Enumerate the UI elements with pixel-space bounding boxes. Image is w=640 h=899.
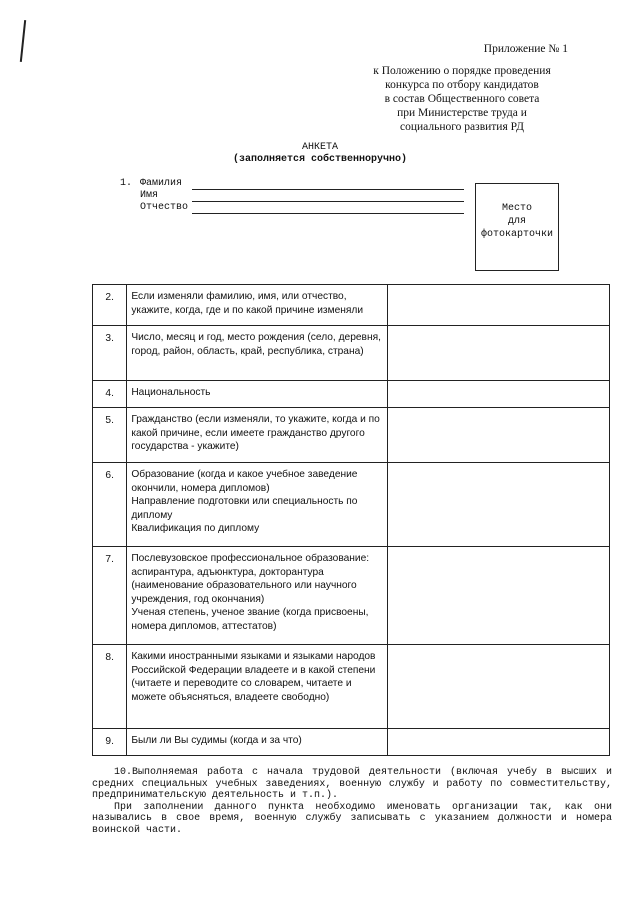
patronymic-field[interactable] (192, 204, 464, 214)
appendix-number: Приложение № 1 (483, 43, 568, 55)
fio-number: 1. (120, 178, 133, 189)
question-text: Образование (когда и какое учебное заведение окончили, номера дипломов) (131, 469, 358, 494)
question-number: 7. (93, 547, 127, 645)
surname-field[interactable] (192, 180, 464, 190)
form-title (0, 142, 640, 166)
table-row (93, 285, 610, 326)
question-text: Направление подготовки или специальность по диплому (131, 496, 358, 521)
question-number: 8. (93, 645, 127, 729)
table-row (93, 645, 610, 729)
question-text: Послевузовское профессиональное образование: аспирантура, адъюнктура, докторантура (наименование образовательного или научного учреждения, год окончания) (131, 553, 370, 605)
question-number: 3. (93, 326, 127, 381)
appendix-line: конкурса по отбору кандидатов (385, 79, 539, 91)
title-main: АНКЕТА (301, 142, 338, 153)
answer-cell[interactable] (387, 326, 609, 381)
appendix-line: социального развития РД (399, 121, 524, 133)
handwritten-mark (20, 20, 26, 62)
answer-cell[interactable] (387, 645, 609, 729)
appendix-line: в состав Общественного совета (384, 93, 540, 105)
question-text: Квалификация по диплому (131, 523, 260, 535)
question-text: Гражданство (если изменяли, то укажите, когда и по какой причине, если имеете гражданство другого государства - укажите) (131, 414, 380, 453)
table-row (93, 463, 610, 547)
patronymic-label: Отчество (140, 202, 189, 213)
question-text: Если изменяли фамилию, имя, или отчество, укажите, когда, где и по какой причине изменяли (131, 291, 364, 316)
answer-cell[interactable] (387, 285, 609, 326)
photo-label: Место (501, 203, 532, 214)
answer-cell[interactable] (387, 547, 609, 645)
appendix-line: к Положению о порядке проведения (373, 65, 551, 77)
question-number: 6. (93, 463, 127, 547)
answer-cell[interactable] (387, 381, 609, 408)
title-sub: (заполняется собственноручно) (232, 154, 408, 165)
questions-table (92, 284, 610, 756)
table-row (93, 408, 610, 463)
answer-cell[interactable] (387, 408, 609, 463)
surname-label: Фамилия (140, 178, 183, 189)
work-history-instructions (92, 767, 612, 836)
question-text: Какими иностранными языками и языками народов Российской Федерации владеете и в какой степени (читаете и переводите со словарем, читаете и можете объясняться, владеете свободно) (131, 651, 376, 703)
question-number: 4. (93, 381, 127, 408)
table-row (93, 729, 610, 756)
name-label: Имя (140, 190, 159, 201)
appendix-line: при Министерстве труда и (397, 107, 527, 119)
photo-placeholder (475, 183, 559, 271)
photo-label: для (507, 216, 526, 227)
question-number: 5. (93, 408, 127, 463)
appendix-header (342, 42, 582, 134)
question-text: Число, месяц и год, место рождения (село, деревня, город, район, область, край, республика, страна) (131, 332, 381, 357)
question-text: Национальность (131, 387, 211, 398)
answer-cell[interactable] (387, 729, 609, 756)
photo-label: фотокарточки (480, 229, 553, 240)
answer-cell[interactable] (387, 463, 609, 547)
table-row (93, 381, 610, 408)
table-row (93, 547, 610, 645)
instruction-paragraph: 10.Выполняемая работа с начала трудовой деятельности (включая учебу в высших и средних специальных учебных заведениях, военную службу и работу по совместительству, предпринимательскую деятельность и т.п.). (92, 767, 612, 801)
name-field[interactable] (192, 192, 464, 202)
question-text: Были ли Вы судимы (когда и за что) (131, 735, 302, 746)
question-number: 9. (93, 729, 127, 756)
instruction-paragraph: При заполнении данного пункта необходимо именовать организации так, как они назывались в свое время, военную службу записывать с указанием должности и номера воинской части. (92, 801, 612, 836)
fio-block (120, 178, 464, 214)
question-text: Ученая степень, ученое звание (когда присвоены, номера дипломов, аттестатов) (131, 607, 369, 632)
question-number: 2. (93, 285, 127, 326)
table-row (93, 326, 610, 381)
